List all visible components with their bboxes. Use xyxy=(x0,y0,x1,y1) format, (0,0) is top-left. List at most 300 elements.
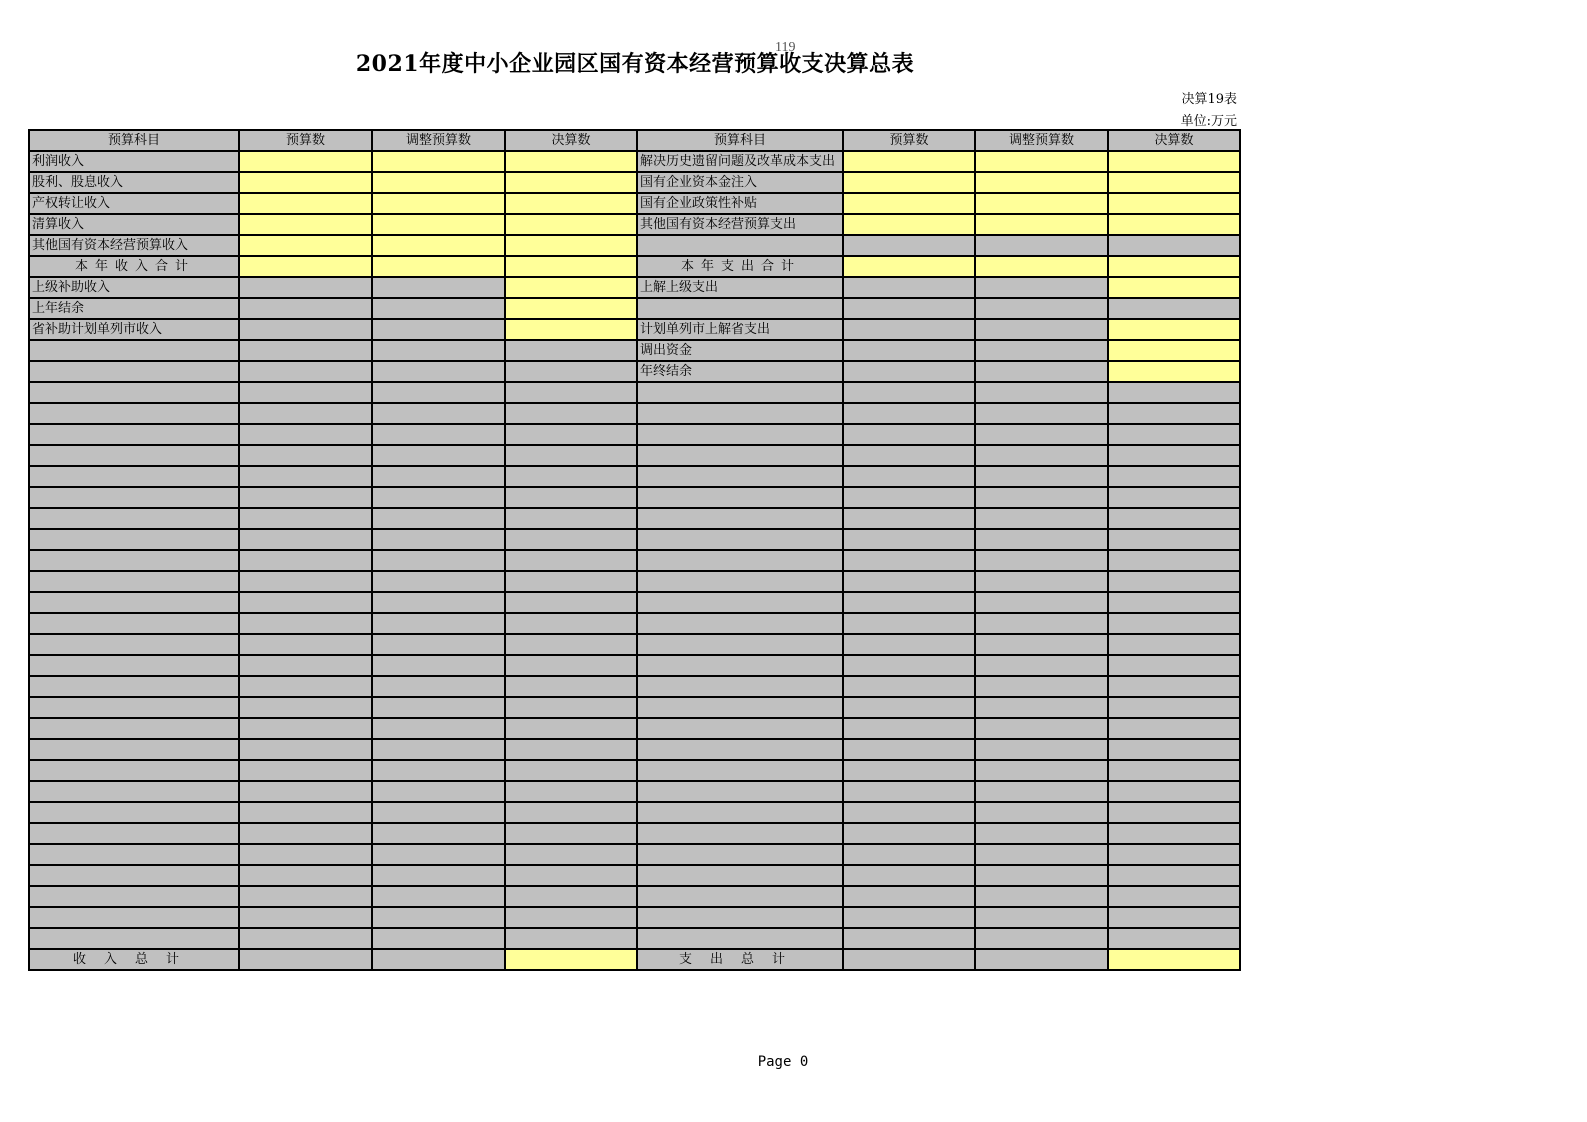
value-cell xyxy=(637,802,843,823)
value-cell xyxy=(29,844,239,865)
value-cell xyxy=(239,571,372,592)
page-number: Page 0 xyxy=(757,1054,809,1070)
value-cell xyxy=(239,235,372,256)
table-row xyxy=(29,487,1240,508)
value-cell xyxy=(843,802,975,823)
value-cell xyxy=(239,928,372,949)
table-row xyxy=(29,676,1240,697)
value-cell xyxy=(29,613,239,634)
table-row xyxy=(29,697,1240,718)
value-cell xyxy=(843,655,975,676)
header-cell: 决算数 xyxy=(505,130,637,151)
value-cell xyxy=(239,781,372,802)
table-row xyxy=(29,214,1240,235)
value-cell xyxy=(505,277,637,298)
value-cell xyxy=(1108,760,1240,781)
table-row xyxy=(29,424,1240,445)
value-cell xyxy=(843,445,975,466)
subject-cell: 清算收入 xyxy=(29,214,239,235)
value-cell xyxy=(1108,676,1240,697)
value-cell xyxy=(505,151,637,172)
value-cell xyxy=(239,487,372,508)
value-cell xyxy=(1108,739,1240,760)
value-cell xyxy=(372,424,505,445)
value-cell xyxy=(1108,634,1240,655)
value-cell xyxy=(505,697,637,718)
value-cell xyxy=(1108,781,1240,802)
value-cell xyxy=(975,592,1108,613)
value-cell xyxy=(29,382,239,403)
value-cell xyxy=(372,655,505,676)
table-row xyxy=(29,907,1240,928)
page-stamp: 119 xyxy=(775,40,796,55)
value-cell xyxy=(637,508,843,529)
value-cell xyxy=(843,151,975,172)
value-cell xyxy=(843,823,975,844)
value-cell xyxy=(239,193,372,214)
value-cell xyxy=(239,277,372,298)
value-cell xyxy=(372,844,505,865)
value-cell xyxy=(239,361,372,382)
table-row xyxy=(29,361,1240,382)
value-cell xyxy=(29,718,239,739)
value-cell xyxy=(372,760,505,781)
value-cell xyxy=(975,403,1108,424)
value-cell xyxy=(505,802,637,823)
value-cell xyxy=(505,823,637,844)
value-cell xyxy=(372,613,505,634)
value-cell xyxy=(843,382,975,403)
value-cell xyxy=(505,928,637,949)
table-row xyxy=(29,718,1240,739)
value-cell xyxy=(372,487,505,508)
value-cell xyxy=(29,781,239,802)
table-row xyxy=(29,445,1240,466)
subject-cell: 其他国有资本经营预算收入 xyxy=(29,235,239,256)
value-cell xyxy=(637,823,843,844)
value-cell xyxy=(29,592,239,613)
subject-cell xyxy=(29,361,239,382)
value-cell xyxy=(505,592,637,613)
value-cell xyxy=(239,844,372,865)
value-cell xyxy=(843,844,975,865)
value-cell xyxy=(29,928,239,949)
value-cell xyxy=(372,697,505,718)
value-cell xyxy=(1108,508,1240,529)
value-cell xyxy=(239,151,372,172)
value-cell xyxy=(239,865,372,886)
value-cell xyxy=(29,424,239,445)
value-cell xyxy=(372,382,505,403)
table-row xyxy=(29,739,1240,760)
value-cell xyxy=(372,676,505,697)
value-cell xyxy=(505,424,637,445)
value-cell xyxy=(505,760,637,781)
value-cell xyxy=(975,844,1108,865)
value-cell xyxy=(239,172,372,193)
value-cell xyxy=(239,592,372,613)
value-cell xyxy=(975,172,1108,193)
table-row xyxy=(29,193,1240,214)
value-cell xyxy=(975,655,1108,676)
value-cell xyxy=(29,487,239,508)
value-cell xyxy=(505,487,637,508)
value-cell xyxy=(975,949,1108,970)
table-row xyxy=(29,340,1240,361)
value-cell xyxy=(1108,445,1240,466)
value-cell xyxy=(637,928,843,949)
value-cell xyxy=(239,319,372,340)
value-cell xyxy=(843,634,975,655)
value-cell xyxy=(372,718,505,739)
value-cell xyxy=(239,382,372,403)
value-cell xyxy=(975,634,1108,655)
value-cell xyxy=(975,445,1108,466)
subject-cell: 调出资金 xyxy=(637,340,843,361)
table-row xyxy=(29,403,1240,424)
value-cell xyxy=(239,697,372,718)
table-row xyxy=(29,823,1240,844)
value-cell xyxy=(372,256,505,277)
value-cell xyxy=(505,298,637,319)
value-cell xyxy=(505,886,637,907)
budget-table xyxy=(28,129,1241,971)
value-cell xyxy=(505,466,637,487)
value-cell xyxy=(975,361,1108,382)
value-cell xyxy=(239,655,372,676)
value-cell xyxy=(505,571,637,592)
value-cell xyxy=(1108,823,1240,844)
value-cell xyxy=(1108,886,1240,907)
value-cell xyxy=(505,949,637,970)
table-row xyxy=(29,256,1240,277)
value-cell xyxy=(372,319,505,340)
table-row xyxy=(29,613,1240,634)
value-cell xyxy=(1108,571,1240,592)
value-cell xyxy=(505,550,637,571)
value-cell xyxy=(29,802,239,823)
value-cell xyxy=(637,466,843,487)
subject-cell: 年终结余 xyxy=(637,361,843,382)
value-cell xyxy=(637,907,843,928)
total-row xyxy=(29,949,1240,970)
value-cell xyxy=(372,529,505,550)
value-cell xyxy=(505,718,637,739)
value-cell xyxy=(843,172,975,193)
value-cell xyxy=(975,487,1108,508)
value-cell xyxy=(372,739,505,760)
value-cell xyxy=(505,655,637,676)
value-cell xyxy=(975,781,1108,802)
value-cell xyxy=(29,550,239,571)
value-cell xyxy=(975,676,1108,697)
value-cell xyxy=(843,613,975,634)
value-cell xyxy=(505,319,637,340)
value-cell xyxy=(843,739,975,760)
value-cell xyxy=(1108,487,1240,508)
subject-cell: 股利、股息收入 xyxy=(29,172,239,193)
table-row xyxy=(29,466,1240,487)
subject-cell xyxy=(29,340,239,361)
value-cell xyxy=(29,697,239,718)
header-cell: 决算数 xyxy=(1108,130,1240,151)
table-row xyxy=(29,760,1240,781)
value-cell xyxy=(975,928,1108,949)
table-row xyxy=(29,865,1240,886)
value-cell xyxy=(1108,718,1240,739)
unit-label: 单位:万元 xyxy=(1180,114,1237,129)
table-row xyxy=(29,802,1240,823)
value-cell xyxy=(505,445,637,466)
value-cell xyxy=(1108,655,1240,676)
table-code: 决算19表 xyxy=(1181,92,1237,107)
value-cell xyxy=(637,886,843,907)
value-cell xyxy=(637,424,843,445)
value-cell xyxy=(505,256,637,277)
value-cell xyxy=(843,256,975,277)
table-row xyxy=(29,781,1240,802)
value-cell xyxy=(975,571,1108,592)
value-cell xyxy=(1108,592,1240,613)
value-cell xyxy=(372,403,505,424)
value-cell xyxy=(975,865,1108,886)
value-cell xyxy=(843,529,975,550)
value-cell xyxy=(975,193,1108,214)
value-cell xyxy=(637,571,843,592)
value-cell xyxy=(637,529,843,550)
value-cell xyxy=(975,235,1108,256)
value-cell xyxy=(1108,361,1240,382)
value-cell xyxy=(505,382,637,403)
value-cell xyxy=(505,865,637,886)
header-cell: 调整预算数 xyxy=(975,130,1108,151)
value-cell xyxy=(239,718,372,739)
value-cell xyxy=(239,508,372,529)
subject-cell: 上级补助收入 xyxy=(29,277,239,298)
value-cell xyxy=(843,697,975,718)
subject-cell: 上解上级支出 xyxy=(637,277,843,298)
value-cell xyxy=(29,739,239,760)
value-cell xyxy=(239,613,372,634)
value-cell xyxy=(29,445,239,466)
value-cell xyxy=(505,844,637,865)
table-row xyxy=(29,508,1240,529)
value-cell xyxy=(505,193,637,214)
subject-cell: 国有企业政策性补贴 xyxy=(637,193,843,214)
value-cell xyxy=(372,361,505,382)
value-cell xyxy=(637,487,843,508)
value-cell xyxy=(843,592,975,613)
value-cell xyxy=(843,508,975,529)
value-cell xyxy=(372,823,505,844)
value-cell xyxy=(239,298,372,319)
value-cell xyxy=(975,886,1108,907)
value-cell xyxy=(637,634,843,655)
value-cell xyxy=(29,676,239,697)
value-cell xyxy=(843,865,975,886)
value-cell xyxy=(975,214,1108,235)
table-row xyxy=(29,634,1240,655)
value-cell xyxy=(372,445,505,466)
header-row xyxy=(29,130,1240,151)
value-cell xyxy=(505,907,637,928)
value-cell xyxy=(29,865,239,886)
subject-cell: 产权转让收入 xyxy=(29,193,239,214)
value-cell xyxy=(29,529,239,550)
header-cell: 调整预算数 xyxy=(372,130,505,151)
value-cell xyxy=(372,340,505,361)
value-cell xyxy=(239,823,372,844)
value-cell xyxy=(975,382,1108,403)
subject-cell: 上年结余 xyxy=(29,298,239,319)
value-cell xyxy=(29,466,239,487)
total-label-cell: 收入总计 xyxy=(29,949,239,970)
value-cell xyxy=(843,928,975,949)
value-cell xyxy=(637,865,843,886)
value-cell xyxy=(239,802,372,823)
value-cell xyxy=(372,907,505,928)
value-cell xyxy=(975,802,1108,823)
value-cell xyxy=(975,907,1108,928)
value-cell xyxy=(843,277,975,298)
value-cell xyxy=(372,172,505,193)
value-cell xyxy=(637,739,843,760)
value-cell xyxy=(975,277,1108,298)
value-cell xyxy=(372,214,505,235)
subject-cell xyxy=(637,235,843,256)
value-cell xyxy=(975,613,1108,634)
value-cell xyxy=(975,340,1108,361)
value-cell xyxy=(372,193,505,214)
value-cell xyxy=(1108,298,1240,319)
subject-cell: 本年收入合计 xyxy=(29,256,239,277)
value-cell xyxy=(843,403,975,424)
value-cell xyxy=(239,445,372,466)
value-cell xyxy=(843,361,975,382)
value-cell xyxy=(1108,319,1240,340)
value-cell xyxy=(29,571,239,592)
table-row xyxy=(29,382,1240,403)
value-cell xyxy=(637,697,843,718)
value-cell xyxy=(505,235,637,256)
subject-cell: 省补助计划单列市收入 xyxy=(29,319,239,340)
table-row xyxy=(29,928,1240,949)
value-cell xyxy=(975,760,1108,781)
table-row xyxy=(29,655,1240,676)
value-cell xyxy=(975,319,1108,340)
value-cell xyxy=(239,256,372,277)
value-cell xyxy=(1108,277,1240,298)
value-cell xyxy=(637,844,843,865)
header-cell: 预算科目 xyxy=(29,130,239,151)
value-cell xyxy=(1108,802,1240,823)
value-cell xyxy=(505,529,637,550)
value-cell xyxy=(975,529,1108,550)
value-cell xyxy=(1108,256,1240,277)
total-label-cell: 支出总计 xyxy=(637,949,843,970)
value-cell xyxy=(29,823,239,844)
value-cell xyxy=(505,781,637,802)
header-cell: 预算数 xyxy=(843,130,975,151)
value-cell xyxy=(372,781,505,802)
value-cell xyxy=(637,676,843,697)
value-cell xyxy=(239,550,372,571)
value-cell xyxy=(1108,340,1240,361)
value-cell xyxy=(1108,193,1240,214)
value-cell xyxy=(372,592,505,613)
value-cell xyxy=(975,424,1108,445)
value-cell xyxy=(843,319,975,340)
value-cell xyxy=(843,298,975,319)
value-cell xyxy=(372,886,505,907)
value-cell xyxy=(1108,697,1240,718)
value-cell xyxy=(843,487,975,508)
subject-cell xyxy=(637,298,843,319)
value-cell xyxy=(29,760,239,781)
value-cell xyxy=(1108,928,1240,949)
value-cell xyxy=(975,256,1108,277)
subject-cell: 计划单列市上解省支出 xyxy=(637,319,843,340)
value-cell xyxy=(637,781,843,802)
value-cell xyxy=(239,403,372,424)
value-cell xyxy=(29,634,239,655)
value-cell xyxy=(1108,403,1240,424)
value-cell xyxy=(975,697,1108,718)
table-row xyxy=(29,592,1240,613)
page-title: 2021年度中小企业园区国有资本经营预算收支决算总表 xyxy=(355,51,915,77)
table-row xyxy=(29,529,1240,550)
value-cell xyxy=(372,277,505,298)
value-cell xyxy=(843,466,975,487)
value-cell xyxy=(975,466,1108,487)
value-cell xyxy=(505,634,637,655)
table-row xyxy=(29,550,1240,571)
value-cell xyxy=(1108,949,1240,970)
value-cell xyxy=(372,235,505,256)
value-cell xyxy=(1108,151,1240,172)
value-cell xyxy=(239,739,372,760)
table-row xyxy=(29,235,1240,256)
value-cell xyxy=(843,781,975,802)
value-cell xyxy=(372,571,505,592)
value-cell xyxy=(843,949,975,970)
value-cell xyxy=(843,340,975,361)
value-cell xyxy=(29,655,239,676)
value-cell xyxy=(372,865,505,886)
value-cell xyxy=(975,508,1108,529)
value-cell xyxy=(239,214,372,235)
value-cell xyxy=(372,949,505,970)
value-cell xyxy=(239,466,372,487)
value-cell xyxy=(1108,865,1240,886)
value-cell xyxy=(843,676,975,697)
value-cell xyxy=(505,613,637,634)
value-cell xyxy=(843,907,975,928)
value-cell xyxy=(637,613,843,634)
value-cell xyxy=(505,172,637,193)
value-cell xyxy=(1108,235,1240,256)
value-cell xyxy=(843,760,975,781)
subject-cell: 利润收入 xyxy=(29,151,239,172)
value-cell xyxy=(843,718,975,739)
value-cell xyxy=(239,340,372,361)
value-cell xyxy=(637,760,843,781)
value-cell xyxy=(1108,844,1240,865)
value-cell xyxy=(239,634,372,655)
value-cell xyxy=(637,445,843,466)
value-cell xyxy=(239,424,372,445)
value-cell xyxy=(372,466,505,487)
